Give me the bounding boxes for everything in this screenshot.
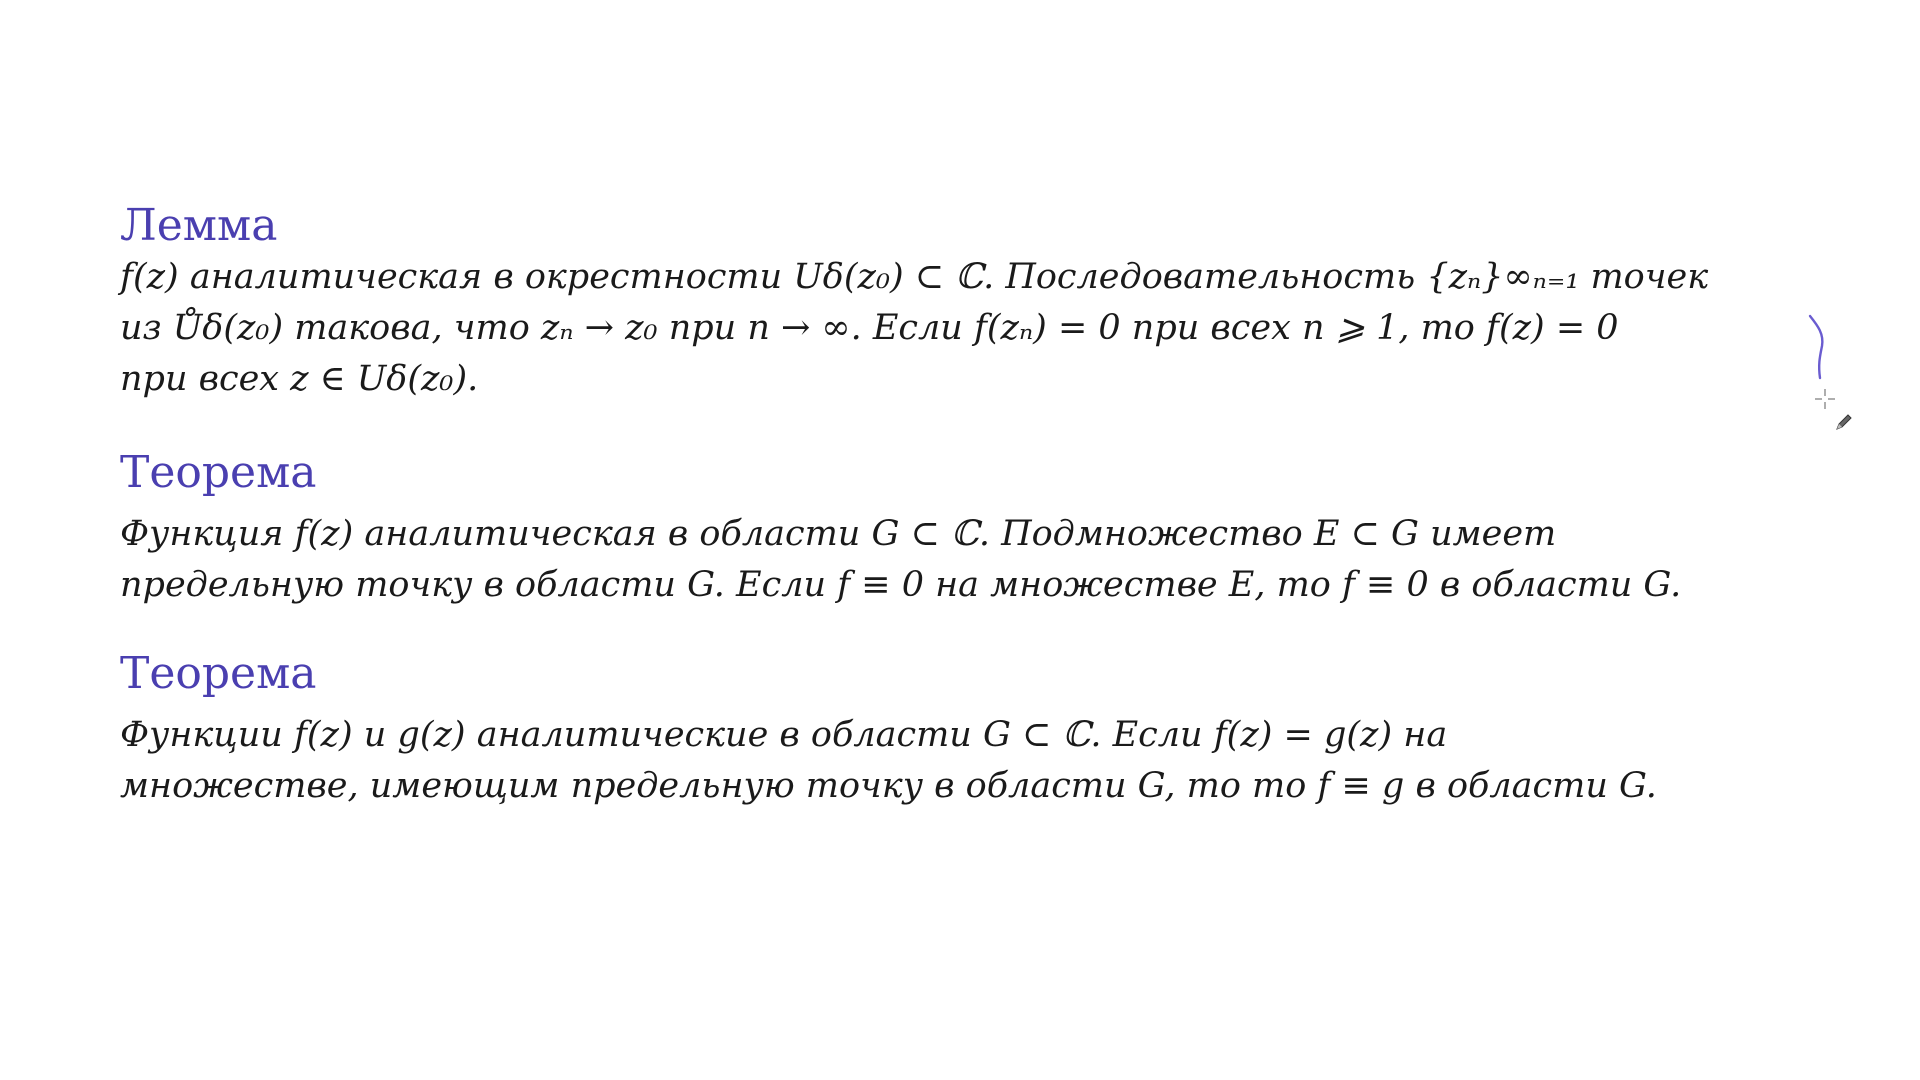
theorem-2-line-2: множестве, имеющим предельную точку в области G, то то f ≡ g в области G. bbox=[120, 766, 1657, 806]
theorem-2-line-1: Функции f(z) и g(z) аналитические в области G ⊂ ℂ. Если f(z) = g(z) на bbox=[120, 715, 1448, 755]
lemma-block bbox=[120, 200, 1820, 405]
lemma-statement bbox=[120, 252, 1820, 405]
theorem-1-statement bbox=[120, 509, 1820, 611]
lemma-line-2: из Ůδ(z₀) такова, что zₙ → z₀ при n → ∞. Если f(zₙ) = 0 при всех n ⩾ 1, то f(z) = 0 bbox=[120, 308, 1619, 348]
theorem-2-block bbox=[120, 648, 1820, 812]
theorem-1-line-2: предельную точку в области G. Если f ≡ 0 на множестве E, то f ≡ 0 в области G. bbox=[120, 565, 1682, 605]
crosshair-cursor-icon bbox=[1814, 388, 1836, 410]
theorem-2-title: Теорема bbox=[120, 648, 317, 699]
pen-tool-icon[interactable] bbox=[1834, 412, 1854, 432]
handwritten-bracket-icon bbox=[1804, 312, 1832, 382]
lemma-title: Лемма bbox=[120, 200, 278, 251]
theorem-1-block bbox=[120, 447, 1820, 611]
theorem-1-line-1: Функция f(z) аналитическая в области G ⊂ ℂ. Подмножество E ⊂ G имеет bbox=[120, 514, 1557, 554]
theorem-1-title: Теорема bbox=[120, 447, 317, 498]
lemma-line-3: при всех z ∈ Uδ(z₀). bbox=[120, 359, 479, 399]
theorem-2-statement bbox=[120, 710, 1820, 812]
lemma-line-1: f(z) аналитическая в окрестности Uδ(z₀) ⊂ ℂ. Последовательность {zₙ}∞ₙ₌₁ точек bbox=[120, 257, 1709, 297]
